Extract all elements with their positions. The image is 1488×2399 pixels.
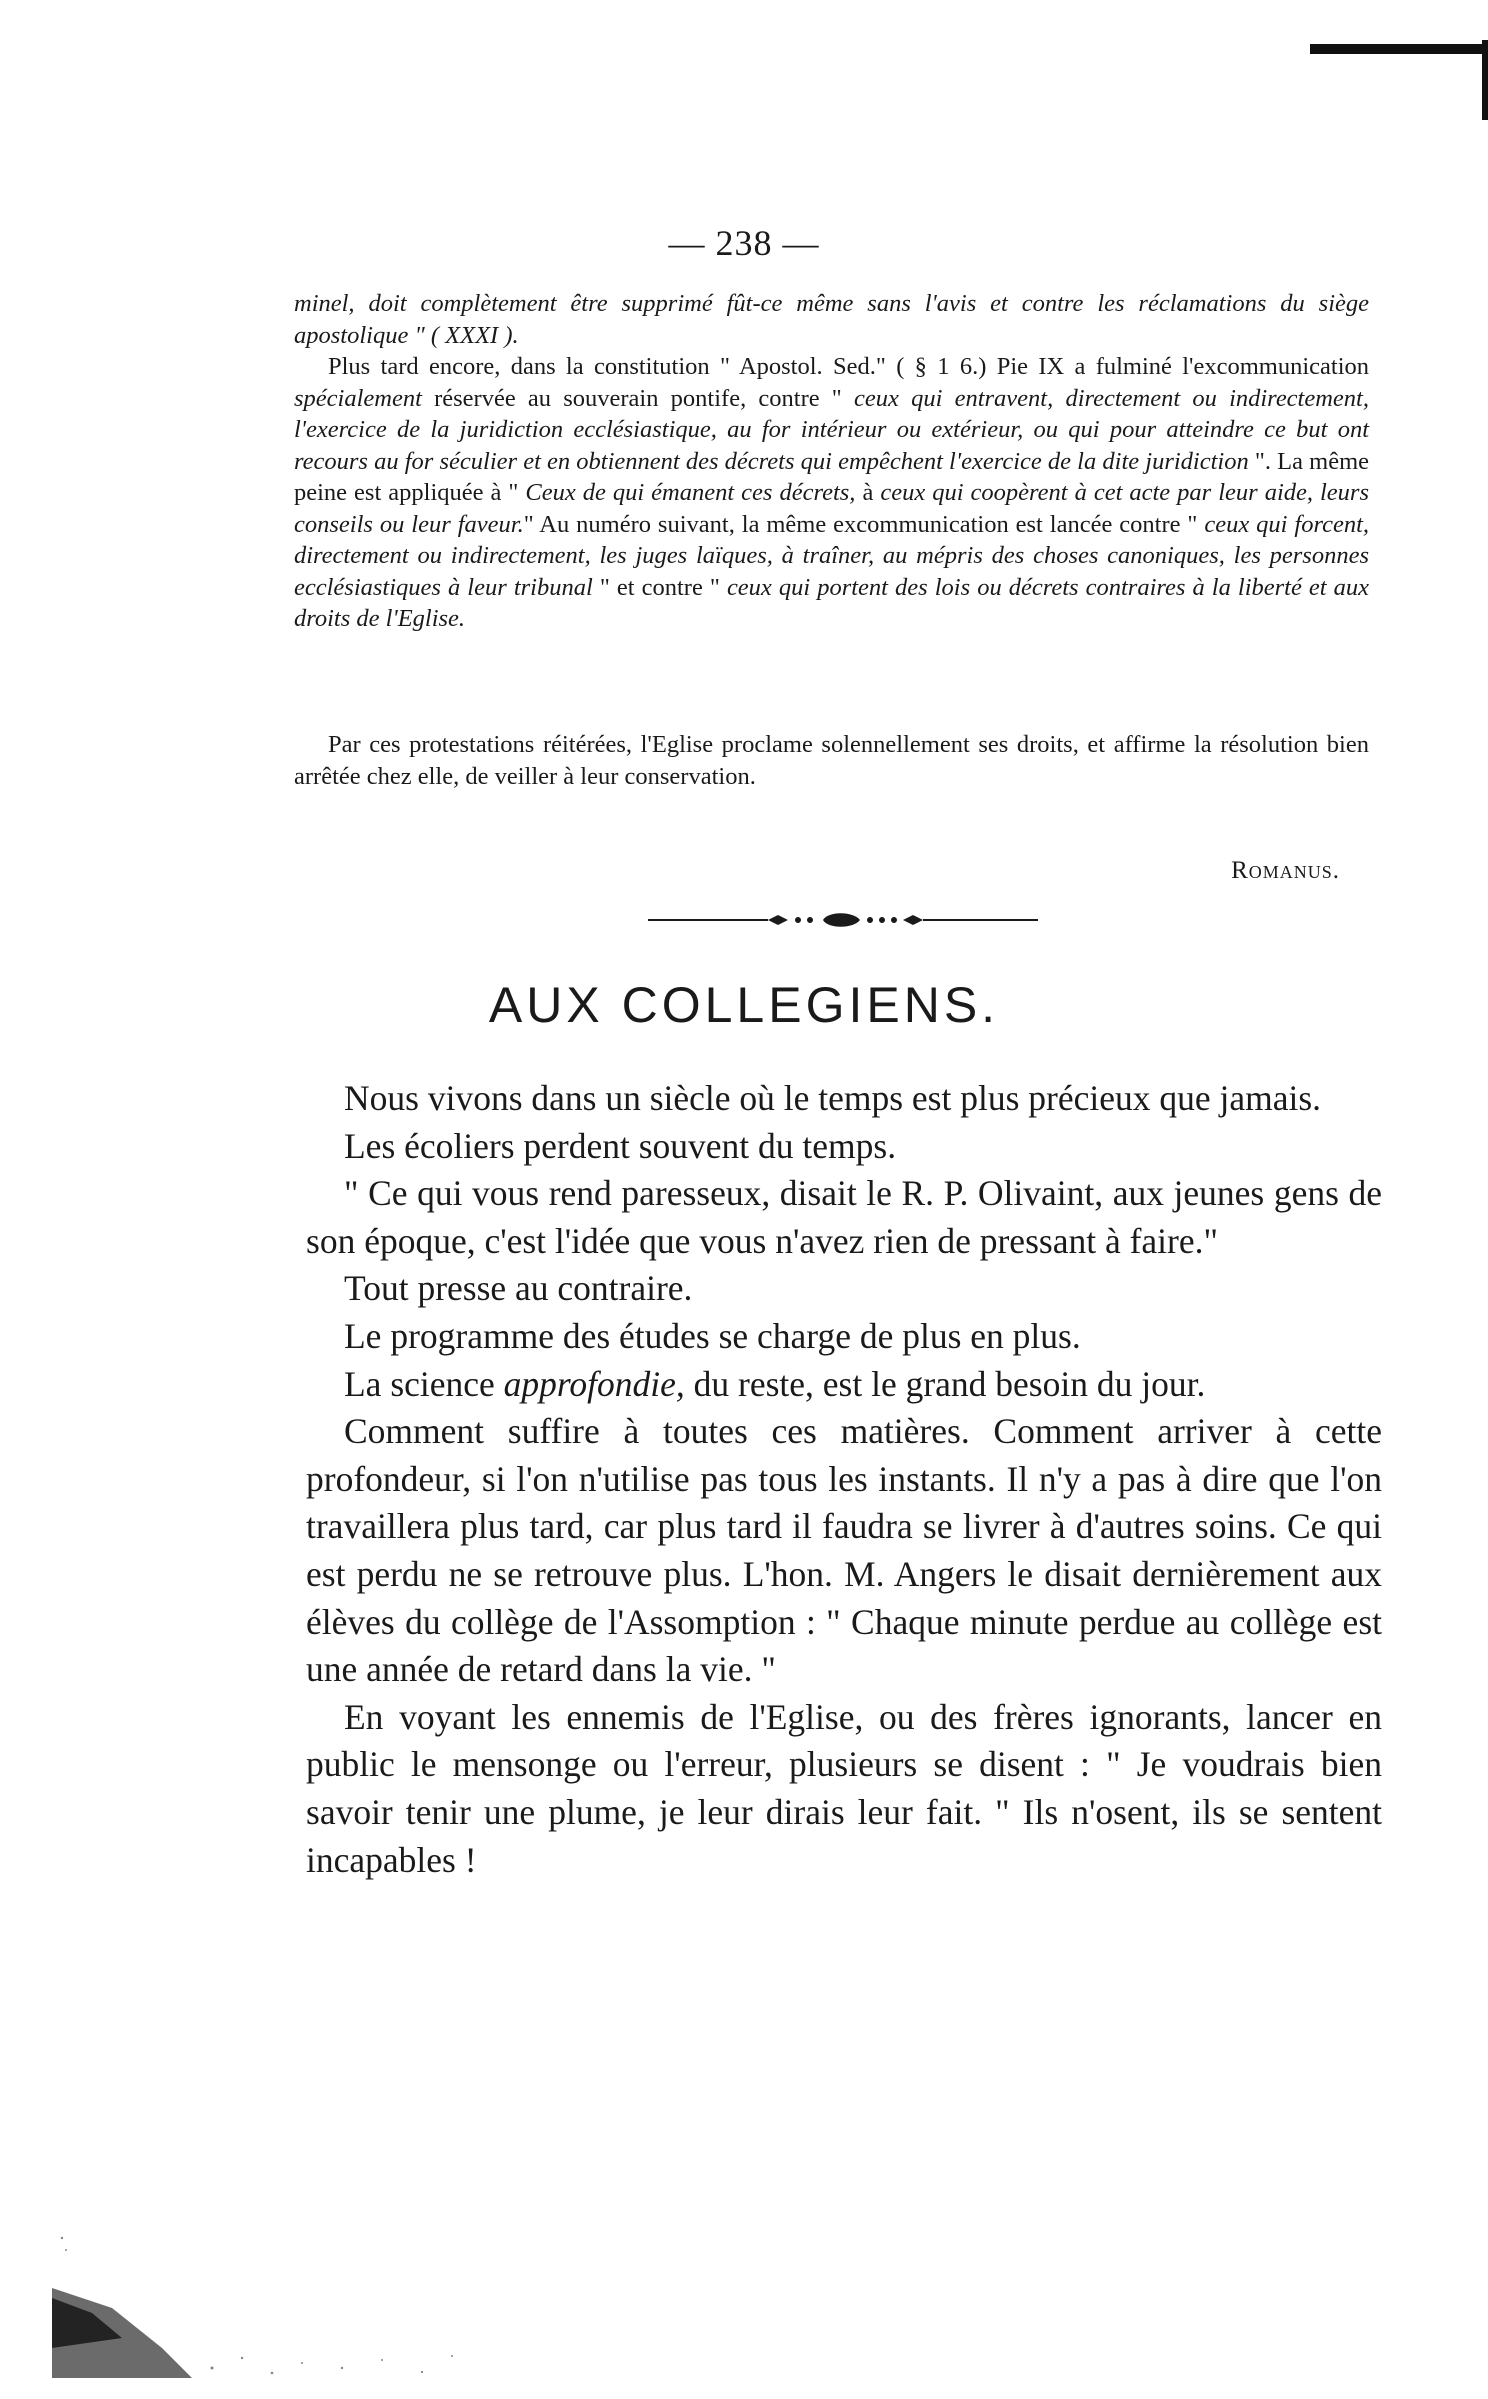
page-number: — 238 — (668, 223, 820, 263)
conclusion-paragraph-text: Par ces protestations réitérées, l'Eglise proclame solennellement ses droits, et affirme la résolution bien arrêtée chez elle, de veiller à leur conservation. (294, 731, 1369, 790)
text-run-italic: ceux qui entravent, directement ou indirectement, l'exercice de la juridiction ecclésiastique, au for intérieur ou extérieur, ou qui pour atteindre ce but ont recours au for séculier et en obtiennent des décrets qui empêchent l'exercice de la dite juridiction (294, 384, 1369, 475)
text-run-italic: Ceux de qui émanent ces décrets, (525, 479, 856, 506)
article-paragraph (306, 1361, 1382, 1409)
text-run: Plus tard encore, dans la constitution " Apostol. Sed." ( § 1 6.) Pie IX a fulminé l'excommunication (328, 353, 1369, 380)
author-signature: Romanus. (1231, 857, 1340, 884)
text-run: ". La même peine est appliquée à " (294, 447, 1370, 506)
text-run-italic: spécialement (294, 384, 422, 412)
scan-edge-bar (1482, 40, 1488, 120)
text-run-italic: ceux qui portent des lois ou décrets contraires à la liberté et aux droits de l'Eglise. (294, 573, 1369, 632)
article-paragraph: En voyant les ennemis de l'Eglise, ou des frères ignorants, lancer en public le mensonge ou l'erreur, plusieurs se disent : " Je voudrais bien savoir tenir une plume, je leur dirais leur fait. " Ils n'osent, ils se sentent incapables ! (306, 1696, 1382, 1880)
scan-noise-corner (52, 2228, 472, 2388)
conclusion-paragraph (294, 729, 1369, 792)
article-paragraph: " Ce qui vous rend paresseux, disait le R. P. Olivaint, aux jeunes gens de son époque, c'est l'idée que vous n'avez rien de pressant à faire." (306, 1173, 1382, 1261)
article-paragraph: Les écoliers perdent souvent du temps. (344, 1125, 897, 1166)
text-run: du reste, est le grand besoin du jour. (684, 1363, 1206, 1404)
text-run: " et contre " (592, 573, 727, 601)
article-paragraph: Tout presse au contraire. (344, 1268, 693, 1309)
continued-paragraph (294, 288, 1369, 351)
text-run: " Au numéro suivant, la même excommunication est lancée contre " (523, 510, 1205, 538)
text-run-italic: ceux qui coopèrent à cet acte par leur aide, leurs conseils ou leur faveur. (294, 479, 1369, 538)
text-run: La science (344, 1363, 504, 1404)
continued-paragraph-text: minel, doit complètement être supprimé fût-ce même sans l'avis et contre les réclamations du siège apostolique " ( XXXI ). (294, 290, 1369, 349)
text-run: réservée au souverain pontife, contre " (421, 384, 855, 412)
constitution-paragraph (294, 351, 1369, 635)
article-body (306, 1075, 1382, 1884)
text-run-italic: ceux qui forcent, directement ou indirectement, les juges laïques, à traîner, au mépris des choses canoniques, les personnes ecclésiastiques à leur tribunal (294, 510, 1369, 601)
text-run: à (855, 479, 881, 506)
constitution-paragraph-text (294, 351, 1369, 635)
article-title: AUX COLLEGIENS. (488, 977, 1000, 1033)
text-run-italic: approfondie, (503, 1363, 685, 1404)
article-paragraph: Nous vivons dans un siècle où le temps est plus précieux que jamais. (344, 1078, 1322, 1118)
scan-edge-mark (1310, 44, 1488, 54)
section-divider-ornament (648, 905, 1038, 935)
article-paragraph: Le programme des études se charge de plus en plus. (344, 1315, 1081, 1356)
article-paragraph: Comment suffire à toutes ces matières. Comment arriver à cette profondeur, si l'on n'utilise pas tous les instants. Il n'y a pas à dire que l'on travaillera plus tard, car plus tard il faudra se livrer à d'autres soins. Ce qui est perdu ne se retrouve plus. L'hon. M. Angers le disait dernièrement aux élèves du collège de l'Assomption : " Chaque minute perdue au collège est une année de retard dans la vie. " (306, 1411, 1382, 1690)
